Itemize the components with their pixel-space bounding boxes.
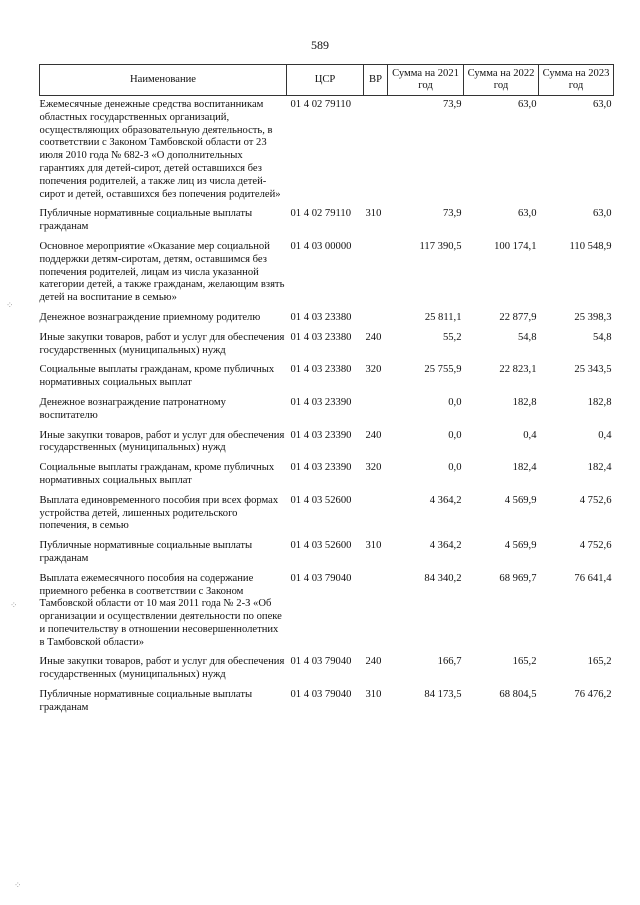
row-csr: 01 4 03 52600 — [290, 494, 352, 506]
table-row — [40, 361, 614, 394]
row-sum-2021: 84 173,5 — [424, 689, 462, 701]
table-row — [40, 329, 614, 362]
row-csr: 01 4 02 79110 — [290, 208, 352, 220]
header-sum-2022: Сумма на 2022 год — [464, 65, 539, 96]
row-vr: 320 — [365, 462, 382, 474]
scan-mark: ⁘ — [10, 600, 18, 610]
row-csr: 01 4 03 52600 — [290, 540, 352, 552]
row-vr — [364, 96, 388, 206]
row-name: Публичные нормативные социальные выплаты гражданам — [39, 208, 253, 233]
row-name: Иные закупки товаров, работ и услуг для обеспечения государственных (муниципальных) нужд — [39, 331, 285, 356]
row-sum-2023: 4 752,6 — [579, 494, 612, 506]
row-csr: 01 4 03 00000 — [290, 240, 352, 252]
row-sum-2022: 22 823,1 — [499, 364, 537, 376]
row-csr: 01 4 03 23390 — [290, 396, 352, 408]
row-sum-2022: 182,8 — [512, 396, 537, 408]
header-name: Наименование — [40, 65, 287, 96]
budget-table — [39, 64, 614, 719]
row-name: Публичные нормативные социальные выплаты гражданам — [39, 689, 253, 713]
row-sum-2022: 22 877,9 — [499, 311, 537, 323]
row-vr — [364, 238, 388, 309]
row-name: Социальные выплаты гражданам, кроме публичных нормативных социальных выплат — [39, 364, 275, 389]
row-vr — [364, 492, 388, 537]
table-row — [40, 309, 614, 329]
row-csr: 01 4 03 79040 — [290, 689, 352, 701]
row-vr: 310 — [365, 689, 382, 701]
header-sum-2021: Сумма на 2021 год — [388, 65, 464, 96]
row-sum-2023: 110 548,9 — [569, 240, 612, 252]
row-sum-2022: 63,0 — [517, 99, 537, 110]
scan-mark: ⁘ — [6, 300, 14, 310]
row-csr: 01 4 03 23390 — [290, 462, 352, 474]
row-csr: 01 4 03 23380 — [290, 331, 352, 343]
row-name: Иные закупки товаров, работ и услуг для обеспечения государственных (муниципальных) нужд — [39, 429, 285, 454]
row-sum-2023: 25 343,5 — [574, 364, 612, 376]
row-sum-2021: 0,0 — [448, 429, 462, 441]
row-sum-2022: 0,4 — [523, 429, 537, 441]
row-sum-2022: 182,4 — [512, 462, 537, 474]
row-vr: 320 — [365, 364, 382, 376]
row-vr — [364, 570, 388, 654]
row-sum-2022: 165,2 — [512, 656, 537, 668]
row-name: Социальные выплаты гражданам, кроме публичных нормативных социальных выплат — [39, 462, 275, 486]
table-row — [40, 570, 614, 654]
row-name: Публичные нормативные социальные выплаты гражданам — [39, 540, 253, 564]
row-csr: 01 4 03 79040 — [290, 656, 352, 668]
row-name: Денежное вознаграждение приемному родителю — [39, 311, 261, 323]
row-sum-2022: 63,0 — [517, 208, 537, 220]
row-vr: 240 — [365, 429, 382, 441]
scan-mark: ⁘ — [14, 880, 22, 890]
row-sum-2023: 54,8 — [592, 331, 612, 343]
row-sum-2023: 63,0 — [592, 208, 612, 220]
row-name: Денежное вознаграждение патронатному воспитателю — [39, 396, 226, 421]
row-sum-2021: 4 364,2 — [429, 540, 462, 552]
row-name: Выплата единовременного пособия при всех формах устройства детей, лишенных родительского попечения, в семью — [39, 494, 279, 532]
row-sum-2023: 182,4 — [587, 462, 612, 474]
row-name: Основное мероприятие «Оказание мер социальной поддержки детям-сиротам, детям, оставшимся без попечения родителей, лицам из числа указанной категории детей, а также гражданам, желающим взять детей на воспитание в семью» — [39, 240, 285, 304]
row-vr: 240 — [365, 656, 382, 668]
table-row — [40, 394, 614, 427]
table-row — [40, 238, 614, 309]
row-sum-2022: 100 174,1 — [494, 240, 537, 252]
row-sum-2021: 25 755,9 — [424, 364, 462, 376]
row-sum-2023: 182,8 — [587, 396, 612, 408]
table-row — [40, 492, 614, 537]
table-row — [40, 686, 614, 719]
row-sum-2022: 4 569,9 — [504, 494, 537, 506]
row-sum-2022: 54,8 — [517, 331, 537, 343]
header-vr: ВР — [364, 65, 388, 96]
row-csr: 01 4 03 79040 — [290, 572, 352, 584]
row-csr: 01 4 03 23390 — [290, 429, 352, 441]
row-sum-2023: 4 752,6 — [579, 540, 612, 552]
row-sum-2022: 68 969,7 — [499, 572, 537, 584]
row-sum-2021: 166,7 — [437, 656, 462, 668]
row-sum-2021: 117 390,5 — [419, 240, 462, 252]
row-name: Выплата ежемесячного пособия на содержание приемного ребенка в соответствии с Законом Тамбовской области от 10 мая 2011 года № 2-З «Об организации и осуществлении деятельности по опеке и попечительству в отношении несовершеннолетних в Тамбовской области» — [39, 572, 282, 648]
row-sum-2023: 63,0 — [592, 99, 612, 110]
table-row — [40, 96, 614, 206]
row-sum-2021: 55,2 — [442, 331, 462, 343]
row-csr: 01 4 02 79110 — [290, 99, 352, 110]
table-row — [40, 205, 614, 238]
row-sum-2023: 76 641,4 — [574, 572, 612, 584]
row-sum-2021: 0,0 — [448, 462, 462, 474]
table-row — [40, 427, 614, 460]
row-sum-2023: 0,4 — [598, 429, 612, 441]
row-sum-2021: 73,9 — [442, 208, 462, 220]
row-sum-2021: 4 364,2 — [429, 494, 462, 506]
row-sum-2023: 25 398,3 — [574, 311, 612, 323]
page-number: 589 — [311, 38, 329, 52]
row-vr — [364, 394, 388, 427]
table-row — [40, 537, 614, 570]
row-vr: 310 — [365, 540, 382, 552]
header-csr: ЦСР — [287, 65, 364, 96]
row-csr: 01 4 03 23380 — [290, 311, 352, 323]
row-vr: 310 — [365, 208, 382, 220]
header-sum-2023: Сумма на 2023 год — [539, 65, 614, 96]
row-sum-2023: 165,2 — [587, 656, 612, 668]
row-name: Ежемесячные денежные средства воспитанникам областных государственных организаций, осуществляющих образовательную деятельность, в соответствии с Законом Тамбовской области от 23 июля 2010 года № 682-З «О дополнительных гарантиях для детей-сирот, детей оставшихся без попечения родителей, а также лиц из числа детей-сирот и детей, оставшихся без попечения родителей» — [39, 99, 281, 200]
row-sum-2021: 25 811,1 — [424, 311, 462, 323]
row-sum-2022: 68 804,5 — [499, 689, 537, 701]
row-vr — [364, 309, 388, 329]
row-sum-2021: 73,9 — [442, 99, 462, 110]
table-row — [40, 653, 614, 686]
row-name: Иные закупки товаров, работ и услуг для обеспечения государственных (муниципальных) нужд — [39, 656, 285, 681]
table-row — [40, 459, 614, 492]
row-csr: 01 4 03 23380 — [290, 364, 352, 376]
table-header — [40, 65, 614, 96]
table-body — [40, 96, 614, 719]
row-sum-2022: 4 569,9 — [504, 540, 537, 552]
row-sum-2023: 76 476,2 — [574, 689, 612, 701]
row-sum-2021: 84 340,2 — [424, 572, 462, 584]
row-vr: 240 — [365, 331, 382, 343]
row-sum-2021: 0,0 — [448, 396, 462, 408]
